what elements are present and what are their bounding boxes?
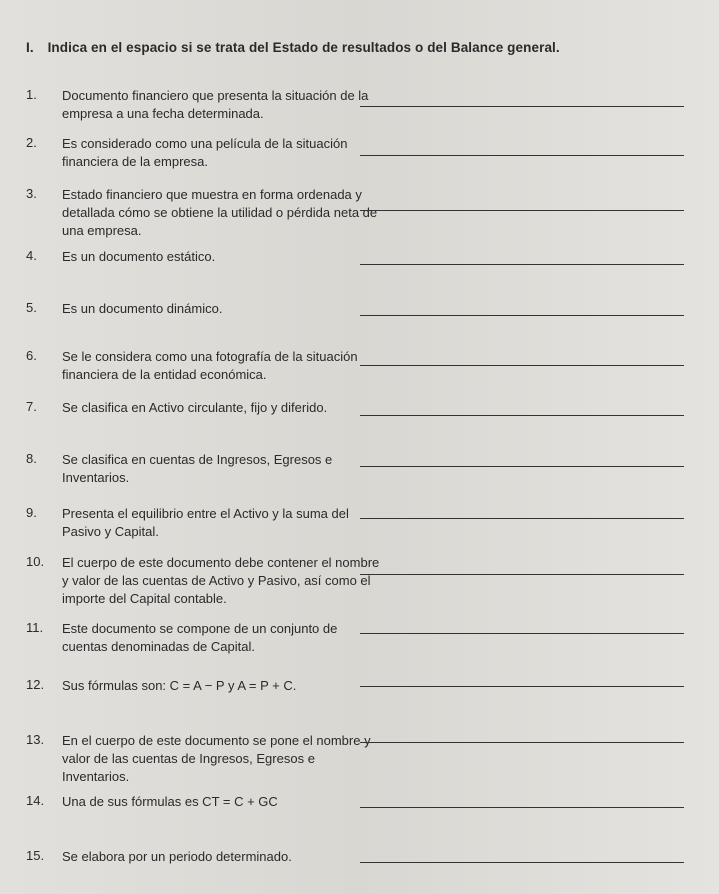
question-item-11 — [26, 620, 716, 660]
question-item-2 — [26, 135, 716, 175]
question-item-4 — [26, 248, 716, 288]
question-text: Presenta el equilibrio entre el Activo y la suma del Pasivo y Capital. — [62, 506, 349, 539]
question-text: Estado financiero que muestra en forma ordenada y detallada cómo se obtiene la utilidad o pérdida neta de una empresa. — [62, 187, 378, 238]
answer-line[interactable] — [360, 315, 684, 316]
question-text: Se clasifica en cuentas de Ingresos, Egresos e Inventarios. — [62, 452, 333, 485]
question-item-13 — [26, 732, 716, 784]
question-number: 1. — [26, 87, 37, 102]
question-item-12 — [26, 677, 716, 717]
question-item-14 — [26, 793, 716, 833]
question-item-15 — [26, 848, 716, 888]
question-item-3 — [26, 186, 716, 238]
question-item-9 — [26, 505, 716, 545]
question-number: 15. — [26, 848, 45, 863]
instruction-heading — [26, 40, 560, 55]
question-number: 3. — [26, 186, 37, 201]
answer-line[interactable] — [360, 686, 684, 687]
question-text: Se le considera como una fotografía de la situación financiera de la entidad económica. — [62, 349, 358, 382]
question-number: 4. — [26, 248, 37, 263]
question-number: 10. — [26, 554, 45, 569]
question-item-8 — [26, 451, 716, 491]
question-text: Se elabora por un periodo determinado. — [62, 849, 292, 864]
question-text: Este documento se compone de un conjunto de cuentas denominadas de Capital. — [62, 621, 338, 654]
question-number: 6. — [26, 348, 37, 363]
answer-line[interactable] — [360, 415, 684, 416]
answer-line[interactable] — [360, 518, 684, 519]
question-number: 11. — [26, 620, 44, 635]
question-item-7 — [26, 399, 716, 439]
answer-line[interactable] — [360, 574, 684, 575]
question-text: Es un documento estático. — [62, 249, 216, 264]
instruction-text: Indica en el espacio si se trata del Estado de resultados o del Balance general. — [47, 40, 560, 55]
question-item-5 — [26, 300, 716, 340]
question-item-10 — [26, 554, 716, 606]
answer-line[interactable] — [360, 365, 684, 366]
answer-line[interactable] — [360, 742, 684, 743]
question-number: 8. — [26, 451, 37, 466]
answer-line[interactable] — [360, 210, 684, 211]
answer-line[interactable] — [360, 862, 684, 863]
question-number: 5. — [26, 300, 37, 315]
answer-line[interactable] — [360, 155, 684, 156]
question-text: El cuerpo de este documento debe contener el nombre y valor de las cuentas de Activo y Pasivo, así como el importe del Capital contable. — [62, 555, 380, 606]
instruction-number: I. — [26, 40, 34, 55]
answer-line[interactable] — [360, 807, 684, 808]
question-text: Es un documento dinámico. — [62, 301, 223, 316]
answer-line[interactable] — [360, 106, 684, 107]
question-number: 7. — [26, 399, 37, 414]
question-number: 13. — [26, 732, 45, 747]
answer-line[interactable] — [360, 633, 684, 634]
question-item-6 — [26, 348, 716, 388]
question-text: Una de sus fórmulas es CT = C + GC — [62, 794, 278, 809]
question-text: En el cuerpo de este documento se pone el nombre y valor de las cuentas de Ingresos, Egresos e Inventarios. — [62, 733, 371, 784]
question-number: 12. — [26, 677, 45, 692]
question-text: Documento financiero que presenta la situación de la empresa a una fecha determinada. — [62, 88, 369, 121]
question-text: Se clasifica en Activo circulante, fijo y diferido. — [62, 400, 328, 415]
question-text: Sus fórmulas son: C = A − P y A = P + C. — [62, 678, 297, 693]
answer-line[interactable] — [360, 264, 684, 265]
question-item-1 — [26, 87, 716, 127]
question-number: 2. — [26, 135, 37, 150]
question-text: Es considerado como una película de la situación financiera de la empresa. — [62, 136, 348, 169]
question-number: 9. — [26, 505, 37, 520]
question-number: 14. — [26, 793, 45, 808]
answer-line[interactable] — [360, 466, 684, 467]
